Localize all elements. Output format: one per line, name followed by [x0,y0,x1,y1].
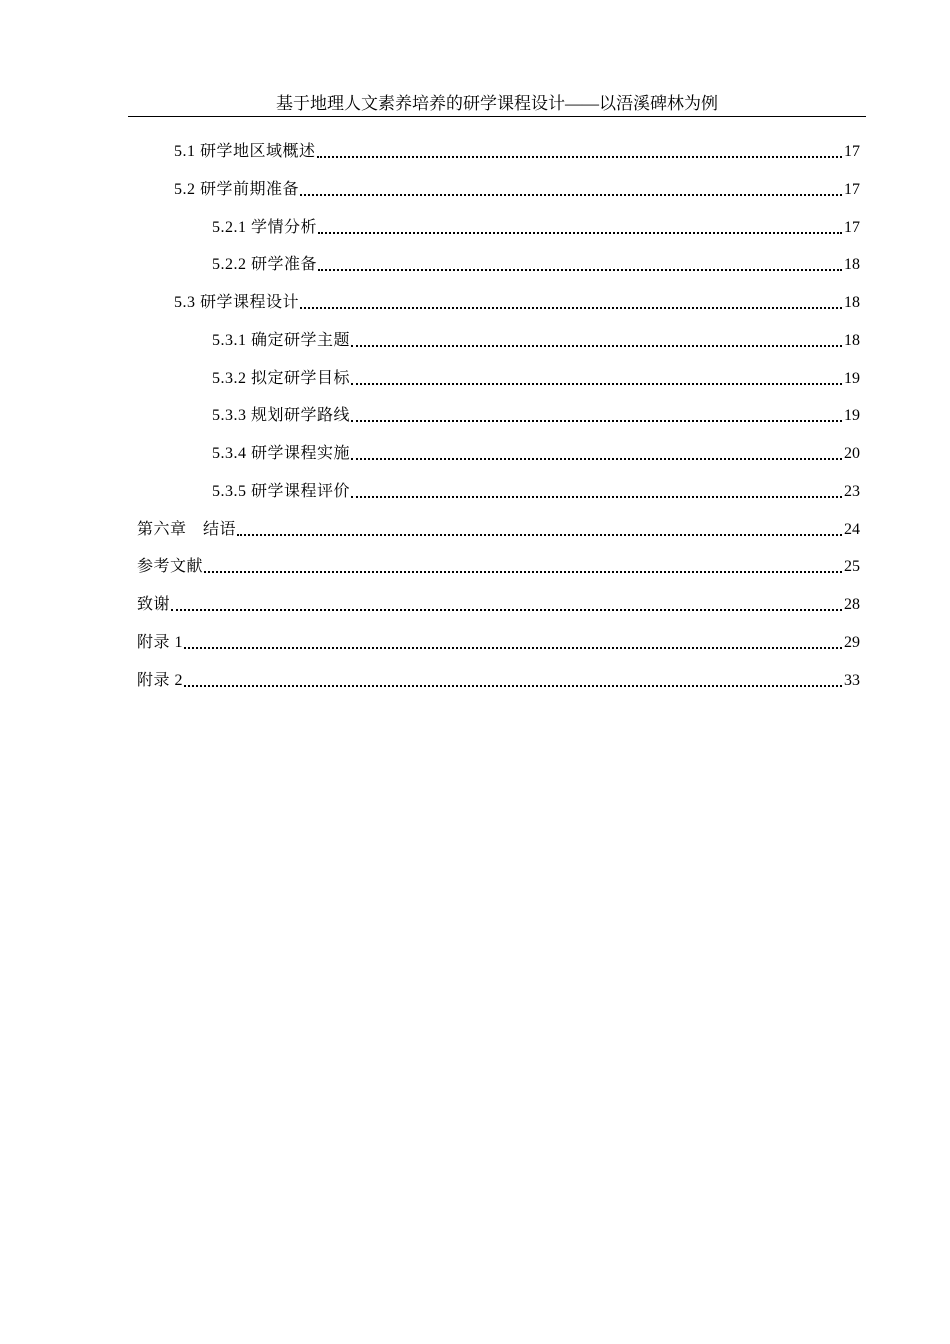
toc-entry-title: 5.3.5 研学课程评价 [212,483,351,500]
toc-entry-title: 附录 1 [137,634,184,651]
dot-leader [300,194,842,196]
toc-entry[interactable] [212,478,860,502]
toc-entry-page: 18 [844,332,860,349]
toc-entry-page: 17 [844,181,860,198]
toc-entry-page: 17 [844,143,860,160]
dot-leader [318,269,842,271]
toc-entry-title: 5.2 研学前期准备 [174,181,300,198]
toc-entry[interactable] [212,365,860,389]
toc-entry-title: 5.3.2 拟定研学目标 [212,370,351,387]
toc-entry-page: 19 [844,370,860,387]
dot-leader [351,420,842,422]
toc-entry[interactable] [212,402,860,426]
toc-entry-title: 致谢 [137,596,171,613]
toc-entry-title: 5.3.4 研学课程实施 [212,445,351,462]
dot-leader [351,458,842,460]
toc-entry-title: 5.3.3 规划研学路线 [212,407,351,424]
toc-entry[interactable] [137,667,860,691]
toc-entry[interactable] [137,591,860,615]
toc-entry[interactable] [174,289,860,313]
dot-leader [318,232,842,234]
toc-entry[interactable] [137,553,860,577]
toc-entry[interactable] [174,176,860,200]
toc-entry-page: 29 [844,634,860,651]
toc-entry[interactable] [174,138,860,162]
toc-entry-title: 参考文献 [137,558,204,575]
toc-entry[interactable] [137,516,860,540]
toc-entry[interactable] [137,629,860,653]
dot-leader [351,383,842,385]
toc-entry[interactable] [212,440,860,464]
dot-leader [237,534,842,536]
toc-entry-title: 附录 2 [137,672,184,689]
toc-entry-page: 24 [844,521,860,538]
toc-entry-page: 19 [844,407,860,424]
toc-entry[interactable] [212,251,860,275]
toc-entry-page: 33 [844,672,860,689]
dot-leader [300,307,842,309]
dot-leader [351,345,842,347]
toc-entry-page: 20 [844,445,860,462]
toc-entry-page: 18 [844,294,860,311]
toc-entry-title: 5.2.1 学情分析 [212,219,318,236]
toc-entry-title: 5.1 研学地区域概述 [174,143,316,160]
toc-entry-title: 5.3 研学课程设计 [174,294,300,311]
toc-entry[interactable] [212,214,860,238]
toc-entry-page: 23 [844,483,860,500]
dot-leader [184,647,842,649]
dot-leader [184,685,842,687]
toc-entry-title: 5.3.1 确定研学主题 [212,332,351,349]
dot-leader [351,496,842,498]
toc-entry-page: 17 [844,219,860,236]
toc-entry[interactable] [212,327,860,351]
toc-entry-title: 5.2.2 研学准备 [212,256,318,273]
dot-leader [171,609,842,611]
toc-entry-page: 25 [844,558,860,575]
toc-entry-title: 第六章 结语 [137,521,237,538]
toc-entry-page: 28 [844,596,860,613]
dot-leader [204,571,842,573]
document-title: 基于地理人文素养培养的研学课程设计——以浯溪碑林为例 [276,94,718,113]
toc-entry-page: 18 [844,256,860,273]
dot-leader [317,156,842,158]
